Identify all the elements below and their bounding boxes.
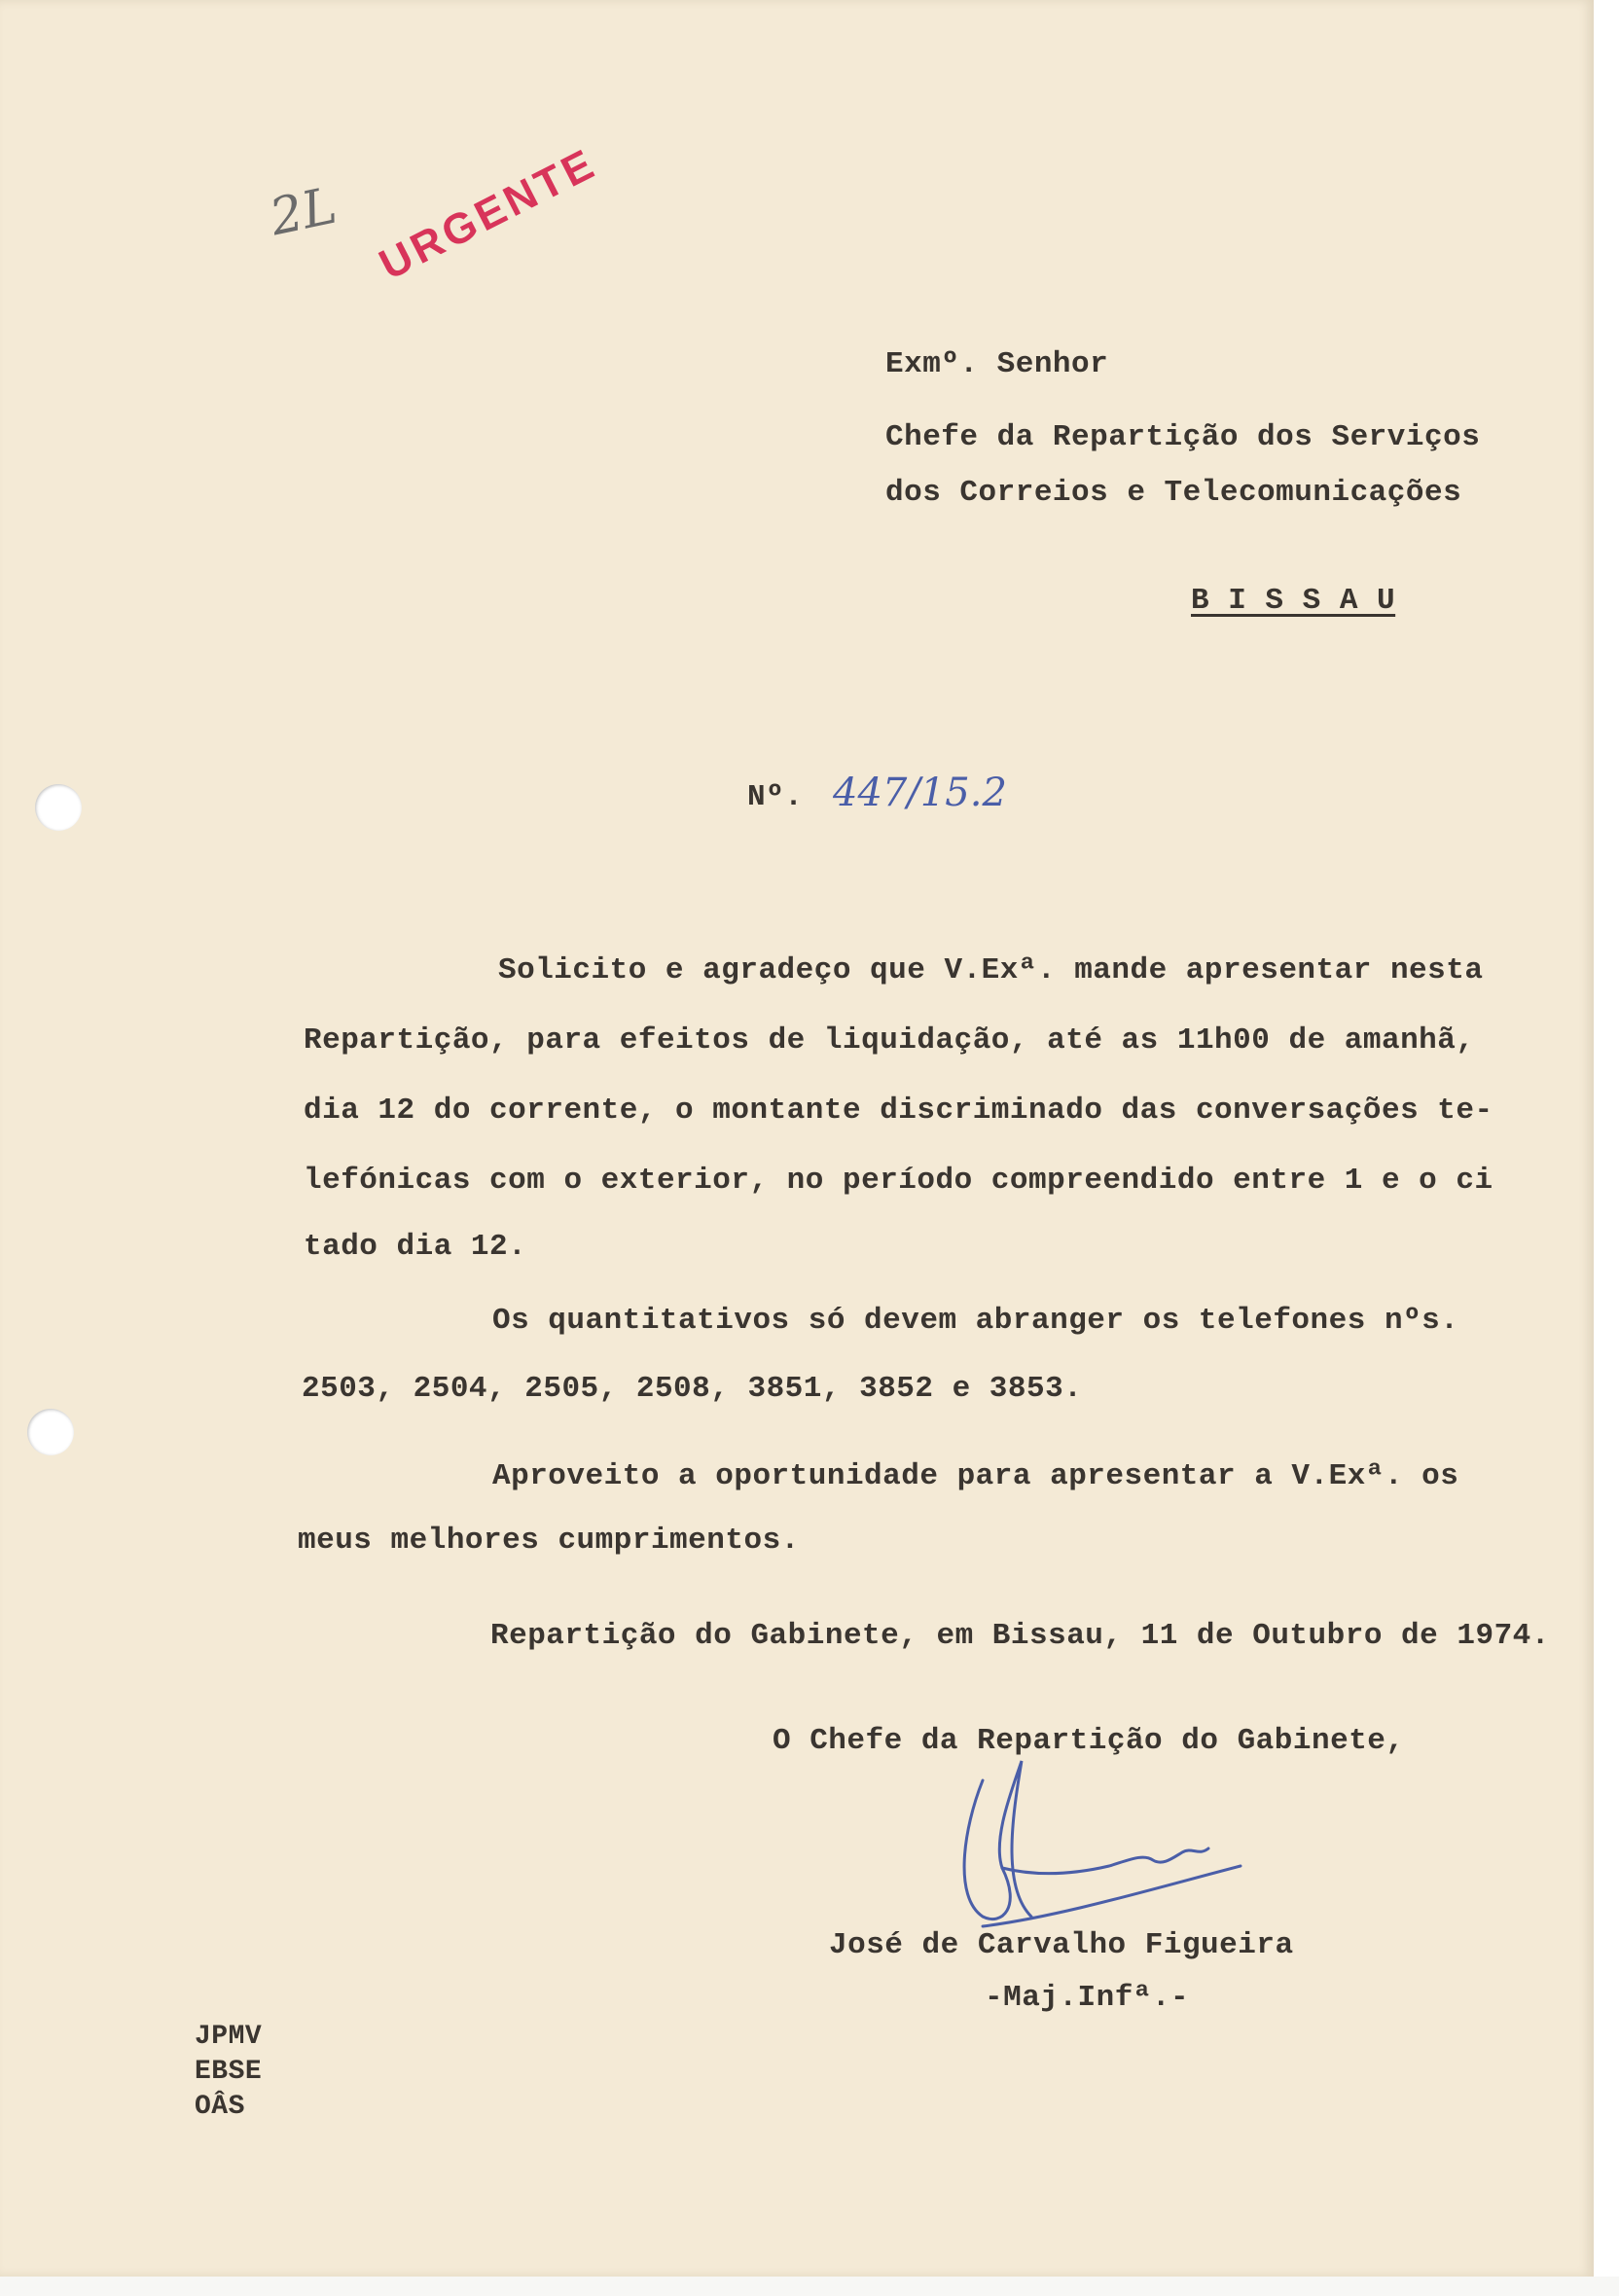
body-line: lefónicas com o exterior, no período compreendido entre 1 e o ci <box>304 1164 1493 1198</box>
body-line: Aproveito a oportunidade para apresentar a V.Exª. os <box>492 1459 1459 1493</box>
recipient-salutation: Exmº. Senhor <box>885 347 1109 381</box>
recipient-line-2: dos Correios e Telecomunicações <box>885 476 1462 510</box>
reference-label: Nº. <box>747 780 804 814</box>
place-date: Repartição do Gabinete, em Bissau, 11 de Outubro de 1974. <box>490 1619 1550 1653</box>
signatory-name: José de Carvalho Figueira <box>829 1928 1294 1962</box>
recipient-line-1: Chefe da Repartição dos Serviços <box>885 420 1481 454</box>
punch-hole-top <box>35 784 82 831</box>
scan-margin-right <box>1594 0 1619 2296</box>
initials-line: JPMV <box>195 2022 263 2052</box>
body-line: tado dia 12. <box>304 1230 527 1264</box>
initials-line: EBSE <box>195 2057 263 2087</box>
body-line: 2503, 2504, 2505, 2508, 3851, 3852 e 3853. <box>302 1372 1083 1406</box>
initials-line: OÂS <box>195 2092 245 2122</box>
body-line: dia 12 do corrente, o montante discriminado das conversações te- <box>304 1094 1493 1128</box>
urgent-stamp: URGENTE <box>372 139 605 290</box>
punch-hole-bottom <box>27 1409 74 1455</box>
page-mark: 2L <box>265 176 342 248</box>
body-line: meus melhores cumprimentos. <box>298 1524 800 1558</box>
recipient-city: B I S S A U <box>1191 584 1396 618</box>
body-line: Repartição, para efeitos de liquidação, até as 11h00 de amanhã, <box>304 1023 1475 1058</box>
body-line: Os quantitativos só devem abranger os telefones nºs. <box>492 1304 1459 1338</box>
reference-number: 447/15.2 <box>833 771 1007 815</box>
scan-margin-bottom <box>0 2277 1619 2296</box>
signatory-title: O Chefe da Repartição do Gabinete, <box>773 1724 1405 1758</box>
body-line: Solicito e agradeço que V.Exª. mande apresentar nesta <box>498 953 1484 987</box>
signatory-rank: -Maj.Infª.- <box>985 1981 1190 2015</box>
handwritten-signature <box>944 1751 1255 1946</box>
